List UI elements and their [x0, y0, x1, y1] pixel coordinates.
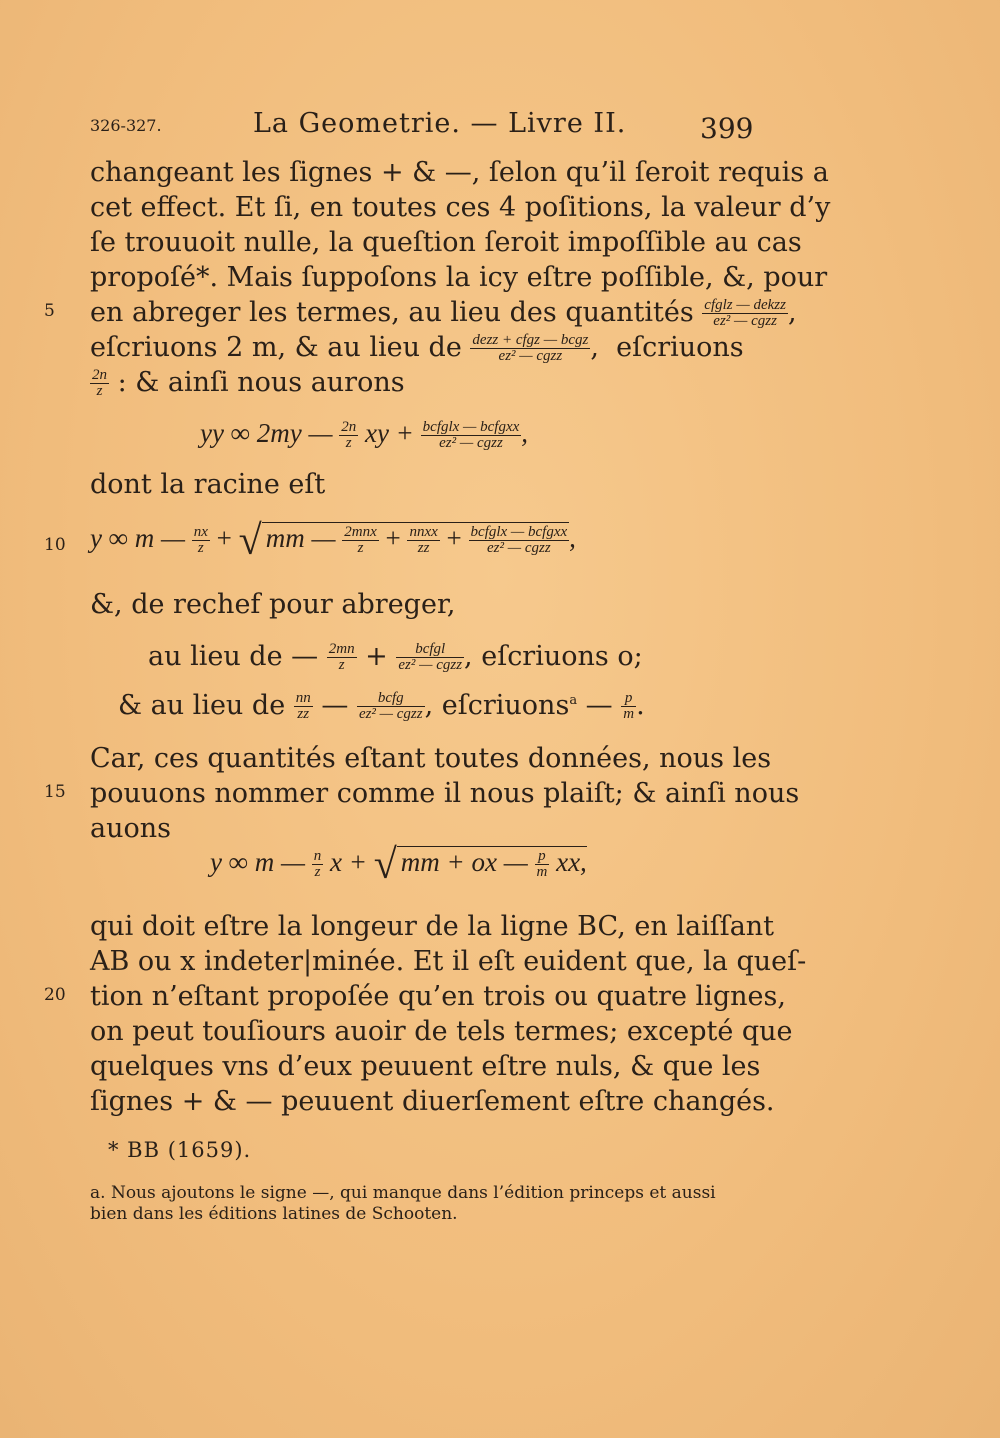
fraction-numerator: nn	[295, 690, 311, 706]
text-line: Car, ces quantités eſtant toutes données, nous les	[90, 743, 772, 774]
fraction-numerator: cfglz — dekzz	[704, 297, 786, 313]
text-line: auons	[90, 813, 171, 844]
page-number: 399	[700, 112, 754, 145]
fraction-numerator: p	[535, 849, 550, 865]
fraction	[396, 642, 464, 673]
line-number: 5	[44, 301, 55, 321]
text-line: propoſé*. Mais ſuppoſons la icy eſtre poſſible, &, pour	[90, 262, 828, 293]
fraction	[621, 691, 636, 722]
fraction-denominator: z	[338, 657, 345, 673]
fraction-denominator: ez² — cgzz	[713, 313, 777, 329]
fraction	[312, 849, 324, 880]
text-line: cet effect. Et ſi, en toutes ces 4 poſitions, la valeur d’y	[90, 192, 831, 223]
fraction-numerator: dezz + cfgz — bcgz	[472, 332, 589, 348]
fraction	[327, 642, 357, 673]
footnote-star: * BB (1659).	[108, 1138, 252, 1162]
text-fragment: eſcriuons o;	[481, 641, 643, 672]
fraction-denominator: ez² — cgzz	[358, 706, 423, 722]
radicand: mm — $\frac{\text{2mnx}}{z}$ + $\frac{\text{nnxx}}{zz}$ + $\frac{\text{bcfglx — bcfgxx}}{\text{ez² — cgzz}}$	[262, 522, 569, 556]
radicand	[397, 846, 587, 880]
fraction-numerator: 2mn	[328, 641, 355, 657]
text-fragment: & au lieu de	[118, 690, 286, 721]
text-fragment: eſcriuons 2 m, & au lieu de	[90, 332, 462, 363]
fraction-denominator: m	[623, 706, 635, 722]
fraction-denominator: ez² — cgzz	[487, 540, 551, 557]
fraction-denominator: m	[536, 864, 548, 881]
equation-term: mm —	[265, 523, 336, 553]
equation-3	[210, 841, 587, 888]
fraction	[339, 420, 358, 451]
fraction-denominator: z	[345, 435, 352, 452]
fraction-numerator: nnxx	[409, 524, 438, 541]
equation-term: xx,	[556, 847, 587, 877]
line-number: 10	[44, 535, 66, 555]
fraction-denominator: zz	[297, 706, 310, 722]
text-fragment: en abreger les termes, au lieu des quantités	[90, 297, 694, 328]
line-number: 20	[44, 985, 66, 1005]
fraction-numerator: n	[313, 848, 322, 865]
text-line: changeant les ſignes + & —, ſelon qu’il ſeroit requis a	[90, 157, 829, 188]
text-line: ſignes + & — peuuent diuerſement eſtre changés.	[90, 1086, 775, 1117]
fraction-numerator: bcfgl	[396, 642, 464, 658]
text-line: tion n’eſtant propoſée qu’en trois ou quatre lignes,	[90, 981, 786, 1012]
fraction-denominator: ez² — cgzz	[398, 657, 463, 673]
footnote-a: a. Nous ajoutons le signe —, qui manque dans l’édition princeps et aussi bien dans les éditions latines de Schooten.	[90, 1183, 716, 1224]
fraction	[535, 849, 550, 880]
fraction-numerator: bcfglx — bcfgxx	[422, 419, 520, 436]
equation-term: xy +	[364, 418, 414, 448]
fraction	[421, 420, 522, 451]
equation-2: y ∞ m — $\frac{nx}{z}$ + √ mm — $\frac{\text{2mnx}}{z}$ + $\frac{\text{nnxx}}{zz}$ + $\frac{\text{bcfglx — bcfgxx}}{\text{ez² — cgzz}}$ ,	[90, 517, 576, 564]
text-line: au lieu de — $\frac{2mn}{z}$ + $\frac{\text{bcfgl}}{\text{ez² — cgzz}}$ , eſcriuons o;	[148, 641, 643, 673]
fraction-denominator: zz	[417, 540, 430, 557]
equation-1: yy ∞ 2my — $\frac{2n}{z}$ xy + $\frac{\text{bcfglx — bcfgxx}}{\text{ez² — cgzz}}$ ,	[200, 418, 529, 452]
fraction-numerator: 2n	[92, 367, 107, 383]
fraction-numerator: nx	[193, 524, 208, 541]
fraction-numerator: p	[621, 691, 636, 707]
fraction-numerator: bcfglx — bcfgxx	[470, 524, 568, 541]
radical-sign: √	[373, 841, 397, 888]
text-fragment: au lieu de	[148, 641, 283, 672]
running-title: La Geometrie. — Livre II.	[253, 108, 627, 139]
text-line: quelques vns d’eux peuuent eſtre nuls, & que les	[90, 1051, 761, 1082]
fraction	[702, 298, 788, 329]
equation-term: mm + ox —	[400, 847, 528, 877]
fraction	[469, 525, 570, 556]
radical-sign: √	[238, 517, 262, 564]
equation-term: y ∞ m —	[90, 523, 185, 553]
text-line	[90, 366, 745, 400]
text-line: dont la racine eſt	[90, 469, 326, 500]
fraction-numerator: bcfg	[357, 691, 425, 707]
fraction	[470, 333, 590, 364]
fraction-denominator: ez² — cgzz	[498, 348, 563, 364]
fraction	[192, 525, 210, 556]
fraction-denominator: z	[357, 540, 364, 557]
text-line: qui doit eſtre la longeur de la ligne BC, en laiſſant	[90, 911, 775, 942]
header-section-ref: 326-327.	[90, 116, 162, 135]
text-line: pouuons nommer comme il nous plaiſt; & ainſi nous	[90, 778, 800, 809]
text-line: & au lieu de $\frac{nn}{zz}$ — $\frac{\text{bcfg}}{\text{ez² — cgzz}}$ , eſcriuons$^a$ — $\frac{p}{m}$ .	[118, 690, 645, 722]
text-line: ſe trouuoit nulle, la queſtion ſeroit impoſſible au cas	[90, 227, 802, 258]
fraction	[294, 691, 313, 722]
text-line: eſcriuons 2 m, & au lieu de $\frac{\text{dezz + cfgz — bcgz}}{\text{ez² — cgzz}}$ , eſcriuons	[90, 332, 744, 364]
fraction-numerator: 2n	[341, 419, 357, 436]
footnote-marker: a	[569, 693, 578, 708]
fraction-numerator: 2mnx	[344, 524, 377, 541]
equation-term: +	[216, 523, 232, 553]
text-fragment: : & ainſi nous aurons	[117, 367, 405, 398]
fraction-denominator: ez² — cgzz	[439, 435, 503, 452]
equation-term: yy ∞ 2my —	[200, 418, 333, 448]
text-line: &, de rechef pour abreger,	[90, 589, 456, 620]
equation-term: x +	[330, 847, 367, 877]
fraction	[407, 525, 439, 556]
fraction-denominator: z	[314, 864, 321, 881]
text-fragment: eſcriuons	[616, 332, 744, 363]
text-line: en abreger les termes, au lieu des quantités $\frac{\text{cfglz — dekzz}}{\text{ez² — cgzz}}$ ,	[90, 297, 797, 329]
text-line: AB ou x indeter|minée. Et il eſt euident que, la queſ-	[90, 946, 807, 977]
line-number: 15	[44, 782, 66, 802]
fraction-denominator: z	[197, 540, 204, 557]
fraction	[342, 525, 379, 556]
equation-term: y ∞ m —	[210, 847, 305, 877]
text-fragment: eſcriuons	[441, 690, 570, 721]
text-line: on peut touſiours auoir de tels termes; excepté que	[90, 1016, 793, 1047]
fraction-denominator: z	[96, 383, 103, 399]
fraction	[90, 368, 109, 399]
fraction	[357, 691, 425, 722]
